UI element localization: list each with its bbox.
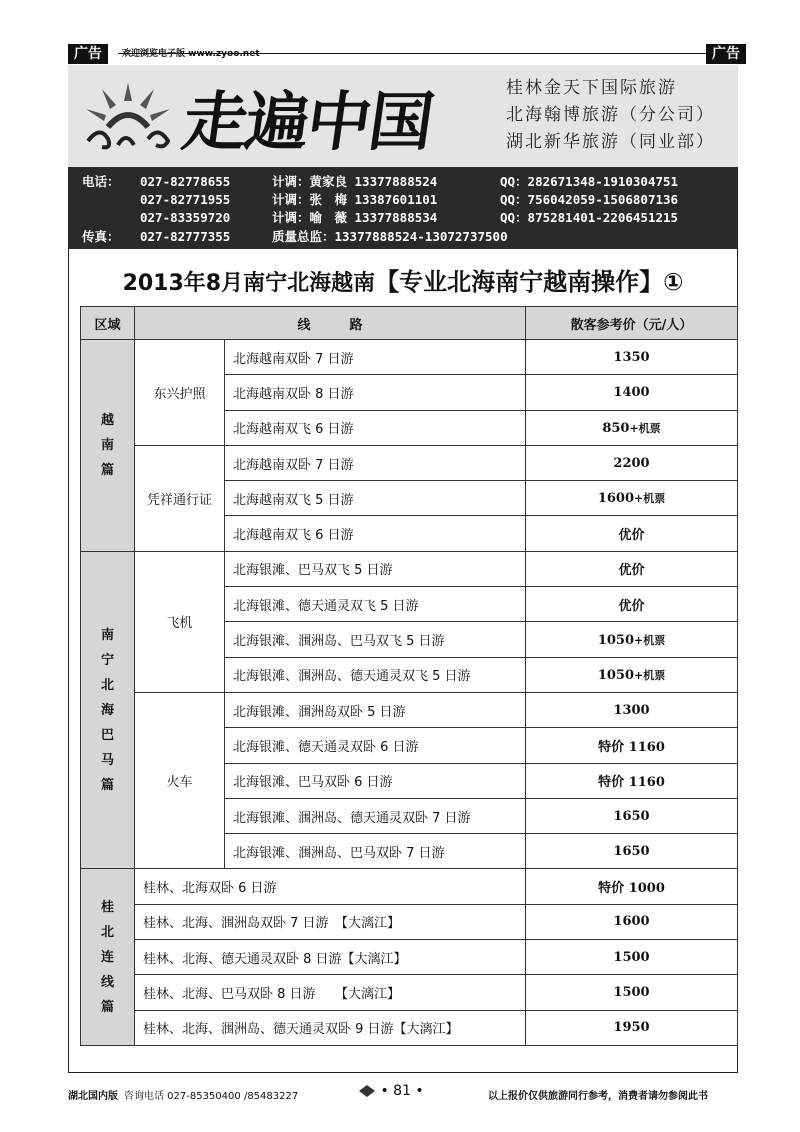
welcome-text[interactable]: 欢迎浏览电子版 www.zyoo.net xyxy=(122,49,260,59)
table-row xyxy=(81,869,738,904)
price-cell xyxy=(526,834,738,869)
route-cell: 北海银滩、巴马双卧 6 日游 xyxy=(225,763,526,798)
price-value: 特价 1160 xyxy=(598,739,665,755)
price-value: 优价 xyxy=(618,528,645,544)
region-char: 南 xyxy=(100,437,114,453)
route-cell: 北海银滩、德天通灵双卧 6 日游 xyxy=(225,728,526,763)
route-cell: 桂林、北海、涠洲岛、德天通灵双卧 9 日游【大漓江】 xyxy=(135,1010,526,1045)
quality-director: 质量总监：13377888524-13072737500 xyxy=(272,229,508,244)
price-cell xyxy=(526,728,738,763)
price-suffix: +机票 xyxy=(629,421,661,435)
region-char: 篇 xyxy=(100,999,114,1015)
region-char: 桂 xyxy=(100,899,114,915)
ad-tag-right: 广告 xyxy=(706,44,746,64)
price-cell xyxy=(526,587,738,622)
region-cell xyxy=(81,551,135,869)
price-value: 2200 xyxy=(613,455,650,471)
price-value: 优价 xyxy=(618,563,645,579)
price-value: 优价 xyxy=(618,598,645,614)
route-cell: 北海银滩、巴马双飞 5 日游 xyxy=(225,551,526,586)
route-cell: 北海越南双卧 7 日游 xyxy=(225,445,526,480)
agency-name: 北海翰博旅游（分公司） xyxy=(506,105,715,125)
subcategory-cell: 飞机 xyxy=(135,551,225,692)
price-cell xyxy=(526,869,738,904)
route-cell: 北海银滩、德天通灵双飞 5 日游 xyxy=(225,587,526,622)
header-region: 区域 xyxy=(81,307,135,340)
banner xyxy=(68,65,738,167)
price-value: 1350 xyxy=(613,349,650,365)
price-value: 1500 xyxy=(613,984,650,1000)
price-cell xyxy=(526,481,738,516)
price-suffix: +机票 xyxy=(634,668,666,682)
ad-tag-left: 广告 xyxy=(68,44,108,64)
route-cell: 北海银滩、涠洲岛、巴马双飞 5 日游 xyxy=(225,622,526,657)
price-cell xyxy=(526,657,738,692)
phone-number: 027-83359720 xyxy=(140,210,231,225)
region-char: 篇 xyxy=(100,462,114,478)
table-row xyxy=(81,551,738,586)
region-char: 北 xyxy=(100,924,114,940)
footer-edition xyxy=(68,1087,298,1102)
price-suffix: +机票 xyxy=(634,492,666,506)
price-value: 1400 xyxy=(613,384,650,400)
region-char: 线 xyxy=(100,974,114,990)
price-cell xyxy=(526,551,738,586)
subcategory-cell: 东兴护照 xyxy=(135,340,225,446)
table-row xyxy=(81,940,738,975)
price-cell xyxy=(526,763,738,798)
price-value: 1600 xyxy=(613,914,650,930)
region-char: 北 xyxy=(100,677,114,693)
contact-block xyxy=(68,167,738,249)
subcategory-cell: 凭祥通行证 xyxy=(135,445,225,551)
table-row xyxy=(81,692,738,727)
region-char: 连 xyxy=(100,949,114,965)
table-row xyxy=(81,340,738,375)
fax-number: 027-82777355 xyxy=(140,229,231,244)
agency-list xyxy=(506,75,736,156)
qq-number: QQ：756042059-1506807136 xyxy=(500,192,679,207)
price-cell xyxy=(526,798,738,833)
price-value: 1050 xyxy=(597,632,634,648)
route-cell: 桂林、北海、德天通灵双卧 8 日游【大漓江】 xyxy=(135,940,526,975)
coordinator: 计调：黄家良 13377888524 xyxy=(272,174,438,189)
page-number xyxy=(358,1083,424,1099)
price-value: 1600 xyxy=(597,491,634,507)
route-cell: 北海银滩、涠洲岛、巴马双卧 7 日游 xyxy=(225,834,526,869)
emblem-icon xyxy=(358,1084,376,1098)
route-cell: 北海银滩、涠洲岛、德天通灵双飞 5 日游 xyxy=(225,657,526,692)
phone-number: 027-82771955 xyxy=(140,192,231,207)
table-body xyxy=(81,340,738,1046)
title-date: 2013年8月南宁北海越南 xyxy=(122,271,376,296)
coordinator: 计调：张 梅 13387601101 xyxy=(272,192,438,207)
price-cell xyxy=(526,622,738,657)
coordinator: 计调：喻 薇 13377888534 xyxy=(272,210,438,225)
page-title xyxy=(68,262,738,297)
route-cell: 北海越南双飞 6 日游 xyxy=(225,516,526,551)
table-row xyxy=(81,1010,738,1045)
header-price: 散客参考价（元/人） xyxy=(526,307,738,340)
price-value: 特价 1000 xyxy=(598,881,665,897)
region-char: 越 xyxy=(100,412,114,428)
price-cell xyxy=(526,975,738,1010)
table-row xyxy=(81,975,738,1010)
route-cell: 北海银滩、涠洲岛、德天通灵双卧 7 日游 xyxy=(225,798,526,833)
logo-text: 走遍中国 xyxy=(177,85,437,160)
agency-name: 湖北新华旅游（同业部） xyxy=(506,132,715,152)
price-cell xyxy=(526,375,738,410)
route-cell: 桂林、北海双卧 6 日游 xyxy=(135,869,526,904)
price-suffix: +机票 xyxy=(634,633,666,647)
region-cell xyxy=(81,869,135,1045)
title-slogan: 【专业北海南宁越南操作】① xyxy=(375,268,684,296)
sun-logo-icon xyxy=(78,75,178,155)
price-cell xyxy=(526,1010,738,1045)
phone-number: 027-82778655 xyxy=(140,174,231,189)
table-row xyxy=(81,445,738,480)
header-route: 线 路 xyxy=(135,307,526,340)
contact-label: 传真： xyxy=(82,229,120,244)
route-cell: 北海越南双飞 6 日游 xyxy=(225,410,526,445)
route-cell: 北海越南双飞 5 日游 xyxy=(225,481,526,516)
price-cell xyxy=(526,445,738,480)
region-char: 马 xyxy=(100,752,114,768)
region-char: 巴 xyxy=(100,727,114,743)
price-value: 850 xyxy=(602,420,630,436)
contact-label: 电话： xyxy=(82,174,120,189)
table-row xyxy=(81,904,738,939)
route-cell: 桂林、北海、涠洲岛双卧 7 日游 【大漓江】 xyxy=(135,904,526,939)
hotline: 咨询电话 027-85350400 /85483227 xyxy=(124,1091,299,1102)
price-value: 1050 xyxy=(597,667,634,683)
table-header-row xyxy=(81,307,738,340)
price-value: 1650 xyxy=(613,808,650,824)
subcategory-cell: 火车 xyxy=(135,692,225,868)
price-value: 1500 xyxy=(613,949,650,965)
price-table xyxy=(80,306,738,1046)
region-char: 篇 xyxy=(100,777,114,793)
region-char: 宁 xyxy=(100,652,114,668)
price-value: 特价 1160 xyxy=(598,775,665,791)
page-number-text: • 81 • xyxy=(380,1083,424,1099)
price-cell xyxy=(526,410,738,445)
qq-number: QQ：875281401-2206451215 xyxy=(500,210,679,225)
qq-number: QQ：282671348-1910304751 xyxy=(500,174,679,189)
price-value: 1300 xyxy=(613,702,650,718)
route-cell: 桂林、北海、巴马双卧 8 日游 【大漓江】 xyxy=(135,975,526,1010)
route-cell: 北海银滩、涠洲岛双卧 5 日游 xyxy=(225,692,526,727)
price-cell xyxy=(526,904,738,939)
price-value: 1950 xyxy=(613,1020,650,1036)
price-cell xyxy=(526,692,738,727)
price-cell xyxy=(526,940,738,975)
route-cell: 北海越南双卧 7 日游 xyxy=(225,340,526,375)
region-char: 海 xyxy=(100,702,114,718)
region-cell xyxy=(81,340,135,552)
footer-disclaimer: 以上报价仅供旅游同行参考，消费者请勿参阅此书 xyxy=(488,1091,708,1102)
price-cell xyxy=(526,516,738,551)
route-cell: 北海越南双卧 8 日游 xyxy=(225,375,526,410)
edition-label: 湖北国内版 xyxy=(68,1091,118,1102)
price-cell xyxy=(526,340,738,375)
price-value: 1650 xyxy=(613,843,650,859)
region-char: 南 xyxy=(100,627,114,643)
agency-name: 桂林金天下国际旅游 xyxy=(506,78,677,98)
